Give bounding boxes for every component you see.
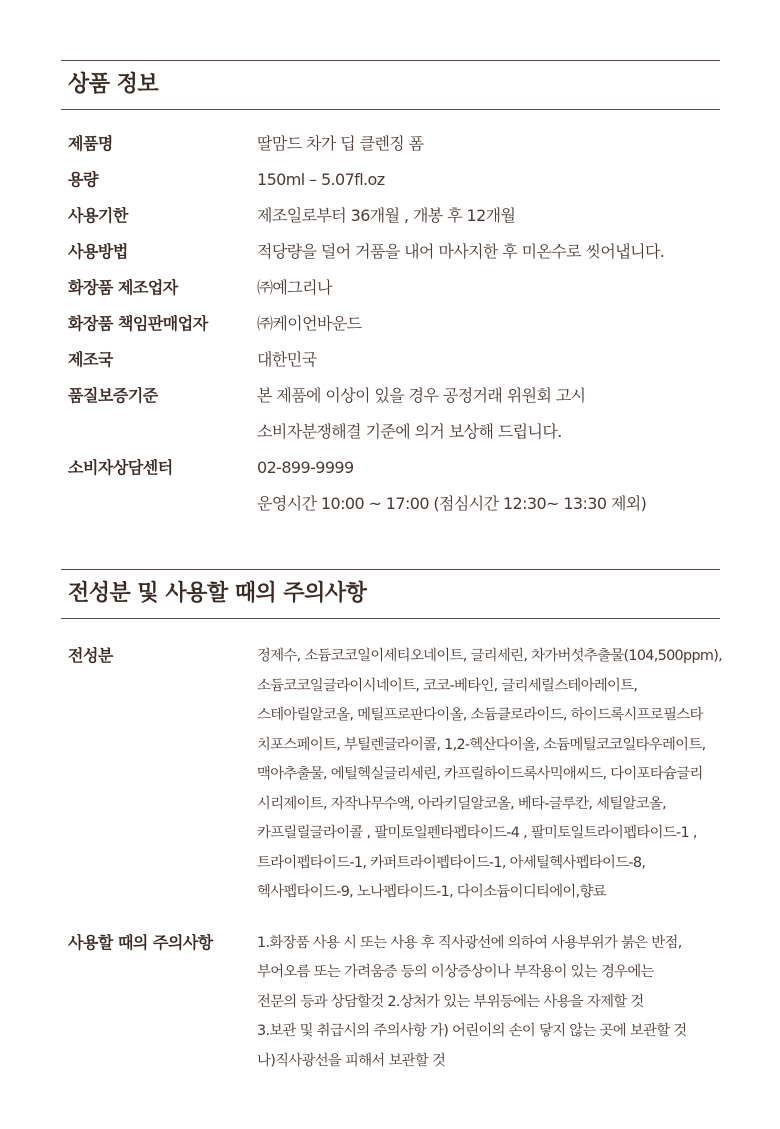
- value-line: 제조일로부터 36개월 , 개봉 후 12개월: [257, 206, 516, 225]
- value-line: 전문의 등과 상담할것 2.상처가 있는 부위등에는 사용을 자제할 것: [257, 993, 644, 1010]
- row-label: 소비자상담센터: [68, 458, 173, 477]
- product-info-section: [61, 60, 720, 528]
- ingredients-section: [61, 569, 720, 1079]
- value-line: 150ml – 5.07fl.oz: [257, 170, 385, 189]
- table-row: [61, 312, 720, 348]
- table-row: [61, 348, 720, 384]
- value-line: 트라이펩타이드-1, 카퍼트라이펩타이드-1, 아세틸헥사펩타이드-8,: [257, 854, 646, 871]
- row-label: 화장품 책임판매업자: [68, 314, 208, 333]
- value-line: 소듐코코일글라이시네이트, 코코-베타인, 글리세릴스테아레이트,: [257, 677, 638, 694]
- row-value: [257, 204, 720, 240]
- row-value: [257, 240, 720, 276]
- value-line: ㈜예그리나: [257, 278, 332, 297]
- table-row: [61, 204, 720, 240]
- value-line: 3.보관 및 취급시의 주의사항 가) 어린이의 손이 닿지 않는 곳에 보관할 것: [257, 1023, 687, 1039]
- row-label: 용량: [68, 170, 98, 189]
- value-line: 적당량을 덜어 거품을 내어 마사지한 후 미온수로 씻어냅니다.: [257, 242, 665, 261]
- row-value: [257, 168, 720, 204]
- row-label: 사용기한: [68, 206, 128, 225]
- row-label: 화장품 제조업자: [68, 278, 178, 297]
- row-value: [257, 276, 720, 312]
- row-value: [257, 312, 720, 348]
- value-line: 02-899-9999: [257, 458, 354, 477]
- info-table: [61, 132, 720, 528]
- row-value: [257, 456, 720, 528]
- table-row: [61, 384, 720, 456]
- row-value: [257, 645, 722, 911]
- value-line: 시리제이트, 자작나무수액, 아라키딜알코올, 베타-글루칸, 세틸알코올,: [257, 795, 667, 812]
- value-line: 치포스페이트, 부틸렌글라이콜, 1,2-헥산다이올, 소듐메틸코코일타우레이트,: [257, 736, 706, 753]
- table-row: [61, 132, 720, 168]
- value-line: 딸맘드 차가 딥 클렌징 폼: [257, 134, 424, 153]
- row-label: 전성분: [68, 646, 113, 665]
- table-row: [61, 168, 720, 204]
- table-row: [61, 240, 720, 276]
- table-row: [61, 932, 720, 1080]
- row-label: 품질보증기준: [68, 386, 158, 405]
- section-title: 상품 정보: [68, 72, 159, 97]
- value-line: 부어오름 또는 가려움증 등의 이상증상이나 부작용이 있는 경우에는: [257, 964, 654, 980]
- title-divider: [61, 618, 720, 619]
- row-label: 제품명: [68, 134, 113, 153]
- section-title: 전성분 및 사용할 때의 주의사항: [68, 581, 367, 606]
- row-label: 사용할 때의 주의사항: [68, 932, 213, 952]
- value-line: 운영시간 10:00 ~ 17:00 (점심시간 12:30~ 13:30 제외): [257, 494, 647, 513]
- table-row: [61, 276, 720, 312]
- table-row: [61, 645, 720, 911]
- row-value: [257, 384, 720, 456]
- ingredients-table: [61, 645, 720, 1079]
- value-line: 정제수, 소듐코코일이세티오네이트, 글리세린, 차가버섯추출물(104,500ppm),: [257, 648, 722, 664]
- table-row: [61, 456, 720, 528]
- title-divider: [61, 109, 720, 110]
- row-value: [257, 132, 720, 168]
- row-label: 사용방법: [68, 242, 128, 261]
- value-line: ㈜케이언바운드: [257, 314, 362, 333]
- value-line: 헥사펩타이드-9, 노나펩타이드-1, 다이소듐이디티에이,향료: [257, 884, 606, 900]
- row-label: 제조국: [68, 350, 113, 369]
- value-line: 맥아추출물, 에틸헥실글리세린, 카프릴하이드록사믹애씨드, 다이포타슘글리: [257, 766, 703, 782]
- value-line: 카프릴릴글라이콜 , 팔미토일펜타펩타이드-4 , 팔미토일트라이펩타이드-1 ,: [257, 825, 697, 841]
- value-line: 스테아릴알코올, 메틸프로판다이올, 소듐클로라이드, 하이드록시프로필스타: [257, 707, 703, 723]
- row-value: [257, 348, 720, 384]
- value-line: 소비자분쟁해결 기준에 의거 보상해 드립니다.: [257, 422, 562, 441]
- value-line: 나)직사광선을 피해서 보관할 것: [257, 1052, 446, 1069]
- row-value: [257, 932, 720, 1080]
- value-line: 대한민국: [257, 350, 317, 369]
- value-line: 본 제품에 이상이 있을 경우 공정거래 위원회 고시: [257, 386, 586, 405]
- value-line: 1.화장품 사용 시 또는 사용 후 직사광선에 의하여 사용부위가 붉은 반점,: [257, 934, 682, 951]
